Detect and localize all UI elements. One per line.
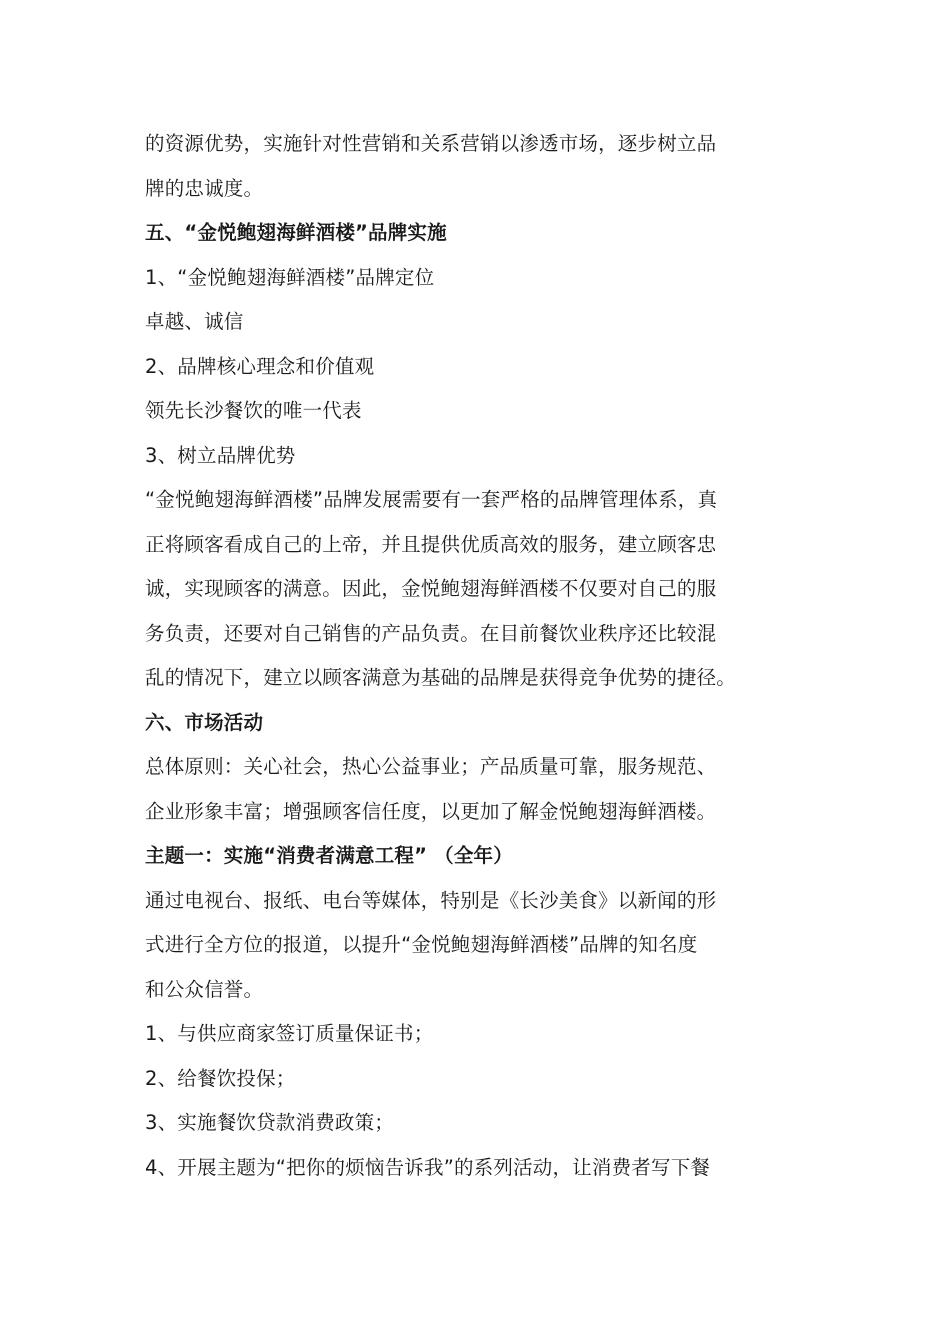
section-heading: 主题一：实施“消费者满意工程” （全年） xyxy=(145,844,513,867)
section-heading: 五、“金悦鲍翅海鲜酒楼”品牌实施 xyxy=(145,221,447,244)
text-line: 1、“金悦鲍翅海鲜酒楼”品牌定位 xyxy=(145,265,435,289)
text-line: 2、给餐饮投保； xyxy=(145,1066,296,1090)
text-line: 务负责，还要对自己销售的产品负责。在目前餐饮业秩序还比较混 xyxy=(145,621,717,645)
text-line: 总体原则：关心社会，热心公益事业；产品质量可靠，服务规范、 xyxy=(145,755,717,778)
section-heading: 六、市场活动 xyxy=(145,710,264,734)
text-line: 诚，实现顾客的满意。因此，金悦鲍翅海鲜酒楼不仅要对自己的服 xyxy=(145,577,717,600)
text-line: 通过电视台、报纸、电台等媒体，特别是《长沙美食》以新闻的形 xyxy=(145,888,717,912)
text-line: 的资源优势，实施针对性营销和关系营销以渗透市场，逐步树立品 xyxy=(145,132,717,155)
document-page xyxy=(145,122,815,1190)
text-line: 企业形象丰富；增强顾客信任度，以更加了解金悦鲍翅海鲜酒楼。 xyxy=(145,799,717,823)
text-line: 和公众信誉。 xyxy=(145,977,264,1001)
text-line: “金悦鲍翅海鲜酒楼”品牌发展需要有一套严格的品牌管理体系，真 xyxy=(145,488,718,511)
text-line: 3、实施餐饮贷款消费政策； xyxy=(145,1111,395,1134)
text-line: 2、品牌核心理念和价值观 xyxy=(145,354,375,378)
text-line: 卓越、诚信 xyxy=(145,310,244,333)
text-line: 领先长沙餐饮的唯一代表 xyxy=(145,399,362,422)
text-line: 乱的情况下，建立以顾客满意为基础的品牌是获得竞争优势的捷径。 xyxy=(145,666,737,689)
text-line: 牌的忠诚度。 xyxy=(145,176,264,200)
text-line: 正将顾客看成自己的上帝，并且提供优质高效的服务，建立顾客忠 xyxy=(145,532,717,556)
text-line: 4、开展主题为“把你的烦恼告诉我”的系列活动，让消费者写下餐 xyxy=(145,1155,711,1179)
text-line: 3、树立品牌优势 xyxy=(145,443,296,467)
text-line: 式进行全方位的报道，以提升“金悦鲍翅海鲜酒楼”品牌的知名度 xyxy=(145,933,698,956)
text-line: 1、与供应商家签订质量保证书； xyxy=(145,1022,434,1045)
